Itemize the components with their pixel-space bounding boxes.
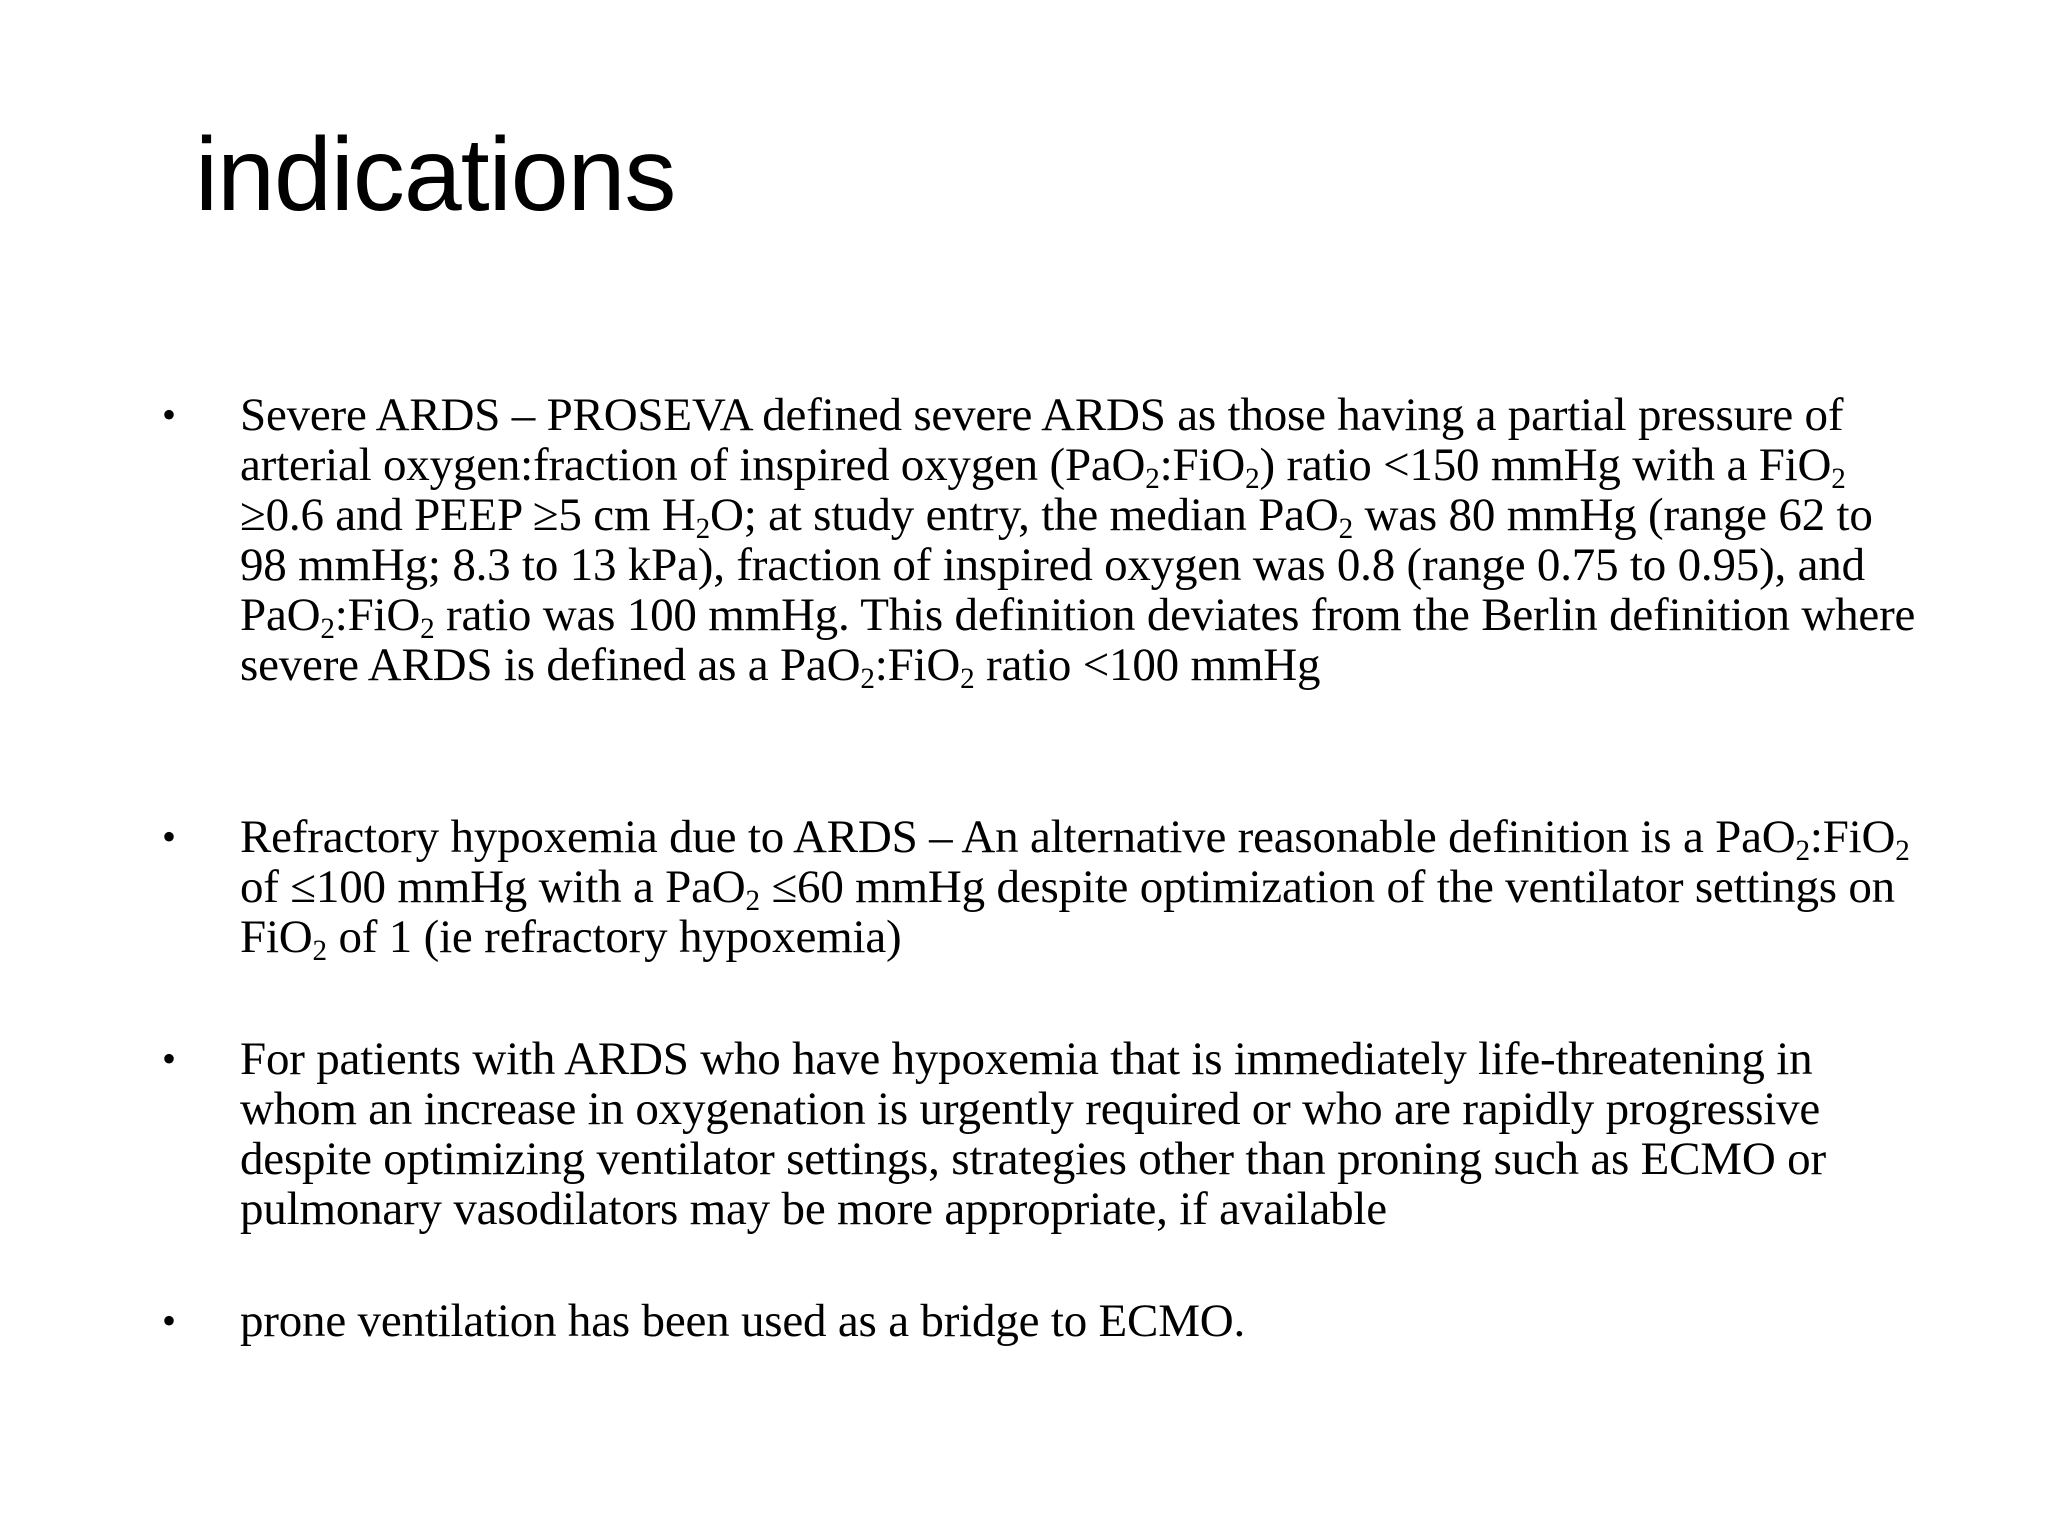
- bullet-text: prone ventilation has been used as a bridge to ECMO.: [240, 1295, 1246, 1347]
- bullet-item-refractory-hypoxemia: [162, 811, 1922, 968]
- slide-title: indications: [195, 117, 676, 233]
- bullet-marker: •: [162, 1298, 177, 1343]
- bullet-text: Refractory hypoxemia due to ARDS – An alternative reasonable definition is a PaO$_2$:FiO$_2$ of ≤100 mmHg with a PaO$_2$ ≤60 mmHg despite optimization of the ventilator settings on FiO$_2$ of 1 (ie refractory hypoxemia): [240, 811, 1910, 968]
- bullet-item-life-threatening-hypoxemia: [162, 1034, 1922, 1234]
- bullet-marker: •: [162, 1036, 177, 1081]
- bullet-text: For patients with ARDS who have hypoxemia that is immediately life-threatening in whom an increase in oxygenation is urgently required or who are rapidly progressive despite optimizing ventilator settings, strategies other than proning such as ECMO or pulmonary vasodilators may be more appropriate, if available: [240, 1033, 1826, 1235]
- bullet-marker: •: [162, 814, 177, 859]
- bullet-item-severe-ards: [162, 389, 1922, 696]
- bullet-text: Severe ARDS – PROSEVA defined severe ARDS as those having a partial pressure of arterial oxygen:fraction of inspired oxygen (PaO$_2$:FiO$_2$) ratio <150 mmHg with a FiO$_2$ ≥0.6 and PEEP ≥5 cm $H_2O$; at study entry, the median PaO$_2$ was 80 mmHg (range 62 to 98 mmHg; 8.3 to 13 kPa), fraction of inspired oxygen was 0.8 (range 0.75 to 0.95), and PaO$_2$:FiO$_2$ ratio was 100 mmHg. This definition deviates from the Berlin definition where severe ARDS is defined as a PaO$_2$:FiO$_2$ ratio <100 mmHg: [240, 389, 1916, 696]
- bullet-marker: •: [162, 392, 177, 437]
- bullet-item-bridge-to-ecmo: [162, 1296, 1922, 1346]
